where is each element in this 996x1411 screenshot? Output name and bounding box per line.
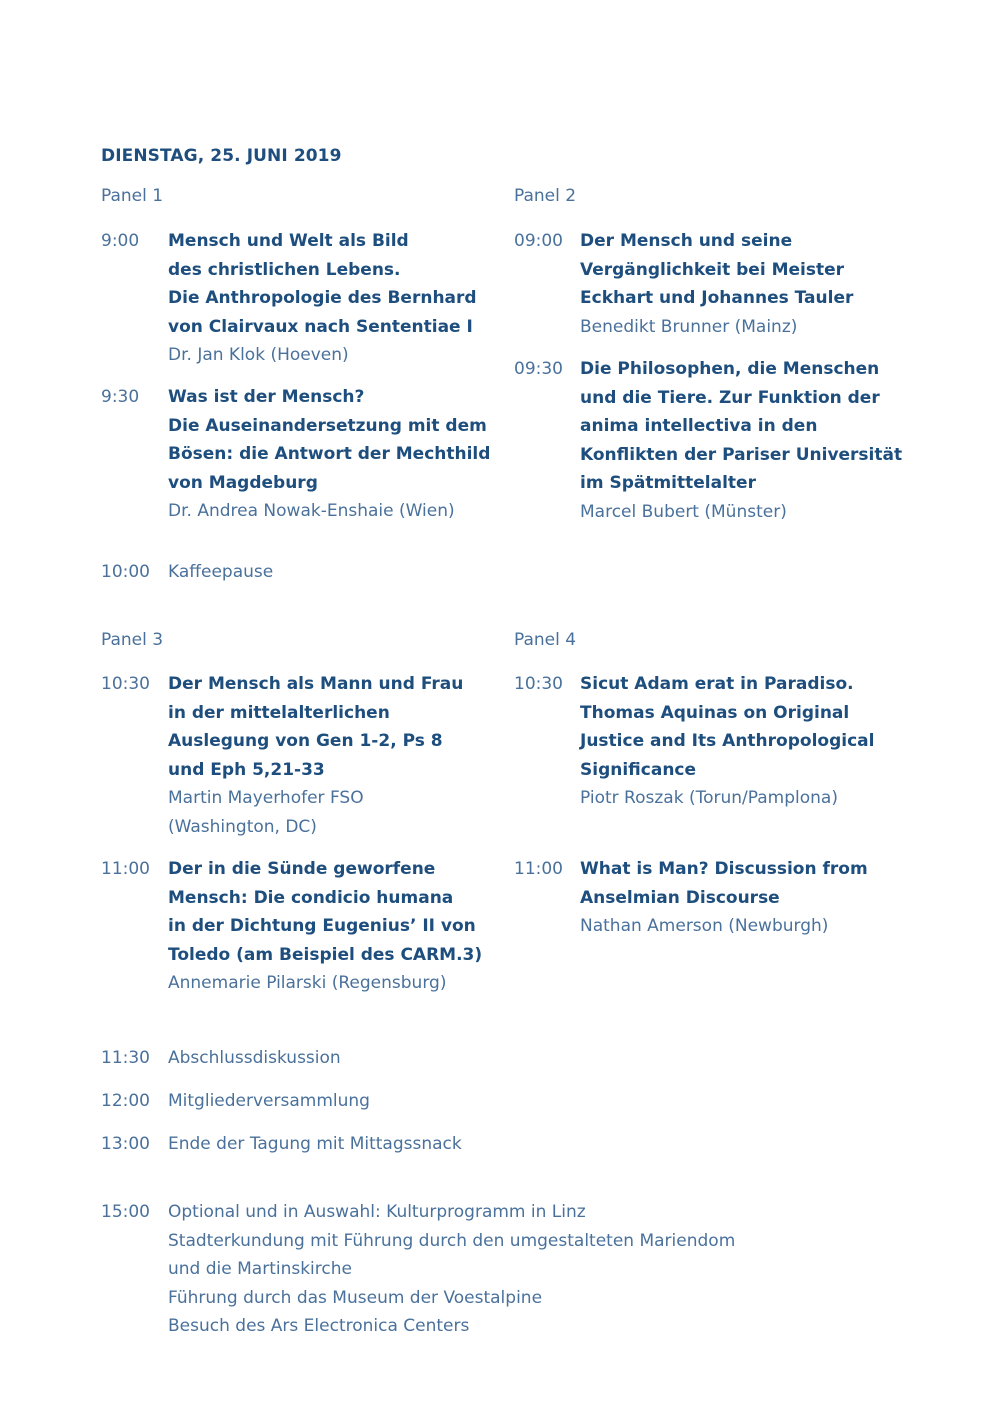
talk-speaker: Dr. Andrea Nowak-Enshaie (Wien) <box>168 501 455 521</box>
talk-time: 10:30 <box>514 674 563 694</box>
talk-title-line: Der Mensch und seine <box>580 231 793 251</box>
coffee-time: 10:00 <box>101 562 150 582</box>
panel-3-label: Panel 3 <box>101 630 164 650</box>
talk-title-line: Der Mensch als Mann und Frau <box>168 674 464 694</box>
optional-line: Stadterkundung mit Führung durch den umgestalteten Mariendom <box>168 1230 736 1251</box>
closing-time: 11:30 <box>101 1048 150 1068</box>
talk-title-line: von Magdeburg <box>168 472 318 493</box>
optional-time: 15:00 <box>101 1202 150 1222</box>
talk-title-line: in der Dichtung Eugenius’ II von <box>168 916 476 936</box>
talk-time: 9:00 <box>101 231 140 251</box>
talk-speaker: Annemarie Pilarski (Regensburg) <box>168 973 447 993</box>
talk-time: 09:30 <box>514 359 563 379</box>
talk-title-line: und Eph 5,21-33 <box>168 759 325 780</box>
talk-title-line: Anselmian Discourse <box>580 887 780 908</box>
talk-title-line: Was ist der Mensch? <box>168 387 365 407</box>
talk-title-line: von Clairvaux nach Sententiae I <box>168 316 473 337</box>
talk-title-line: Mensch: Die condicio humana <box>168 887 454 908</box>
talk-time: 9:30 <box>101 387 140 407</box>
talk-speaker: Dr. Jan Klok (Hoeven) <box>168 345 349 365</box>
talk-title-line: Justice and Its Anthropological <box>580 731 875 751</box>
talk-speaker: Nathan Amerson (Newburgh) <box>580 916 829 936</box>
panel-4-label: Panel 4 <box>514 630 577 650</box>
panel-2-label: Panel 2 <box>514 186 577 206</box>
talk-time: 11:00 <box>514 859 563 879</box>
panel-1-label: Panel 1 <box>101 186 164 206</box>
talk-title-line: Der in die Sünde geworfene <box>168 859 436 879</box>
closing-text: Mitgliederversammlung <box>168 1091 370 1111</box>
talk-title-line: Toledo (am Beispiel des CARM.3) <box>168 944 483 965</box>
closing-text: Abschlussdiskussion <box>168 1048 341 1068</box>
talk-title-line: Konflikten der Pariser Universität <box>580 444 903 465</box>
optional-line: Führung durch das Museum der Voestalpine <box>168 1287 543 1308</box>
talk-speaker: Benedikt Brunner (Mainz) <box>580 316 798 337</box>
talk-speaker: Martin Mayerhofer FSO <box>168 788 364 808</box>
talk-title-line: Bösen: die Antwort der Mechthild <box>168 444 491 464</box>
talk-title-line: Vergänglichkeit bei Meister <box>580 259 845 280</box>
talk-title-line: Die Philosophen, die Menschen <box>580 359 880 379</box>
talk-title-line: Auslegung von Gen 1-2, Ps 8 <box>168 731 443 751</box>
talk-title-line: Sicut Adam erat in Paradiso. <box>580 674 854 694</box>
talk-time: 11:00 <box>101 859 150 879</box>
talk-title-line: What is Man? Discussion from <box>580 859 868 879</box>
talk-title-line: Die Anthropologie des Bernhard <box>168 288 477 308</box>
date-heading: DIENSTAG, 25. JUNI 2019 <box>101 146 342 166</box>
talk-speaker: (Washington, DC) <box>168 816 317 837</box>
talk-title-line: Mensch und Welt als Bild <box>168 231 409 251</box>
coffee-text: Kaffeepause <box>168 562 274 582</box>
talk-title-line: anima intellectiva in den <box>580 416 818 436</box>
optional-line: Besuch des Ars Electronica Centers <box>168 1316 470 1336</box>
optional-line: Optional und in Auswahl: Kulturprogramm in Linz <box>168 1202 586 1222</box>
talk-title-line: im Spätmittelalter <box>580 473 756 493</box>
talk-title-line: Eckhart und Johannes Tauler <box>580 288 854 308</box>
talk-title-line: in der mittelalterlichen <box>168 702 390 723</box>
talk-title-line: Thomas Aquinas on Original <box>580 702 850 723</box>
talk-time: 09:00 <box>514 231 563 251</box>
talk-time: 10:30 <box>101 674 150 694</box>
talk-speaker: Piotr Roszak (Torun/Pamplona) <box>580 788 838 808</box>
talk-title-line: des christlichen Lebens. <box>168 259 401 280</box>
talk-title-line: Significance <box>580 759 697 780</box>
talk-title-line: und die Tiere. Zur Funktion der <box>580 387 880 408</box>
closing-text: Ende der Tagung mit Mittagssnack <box>168 1134 462 1154</box>
talk-title-line: Die Auseinandersetzung mit dem <box>168 415 487 436</box>
closing-time: 12:00 <box>101 1091 150 1111</box>
closing-time: 13:00 <box>101 1134 150 1154</box>
talk-speaker: Marcel Bubert (Münster) <box>580 501 787 522</box>
optional-line: und die Martinskirche <box>168 1259 352 1279</box>
